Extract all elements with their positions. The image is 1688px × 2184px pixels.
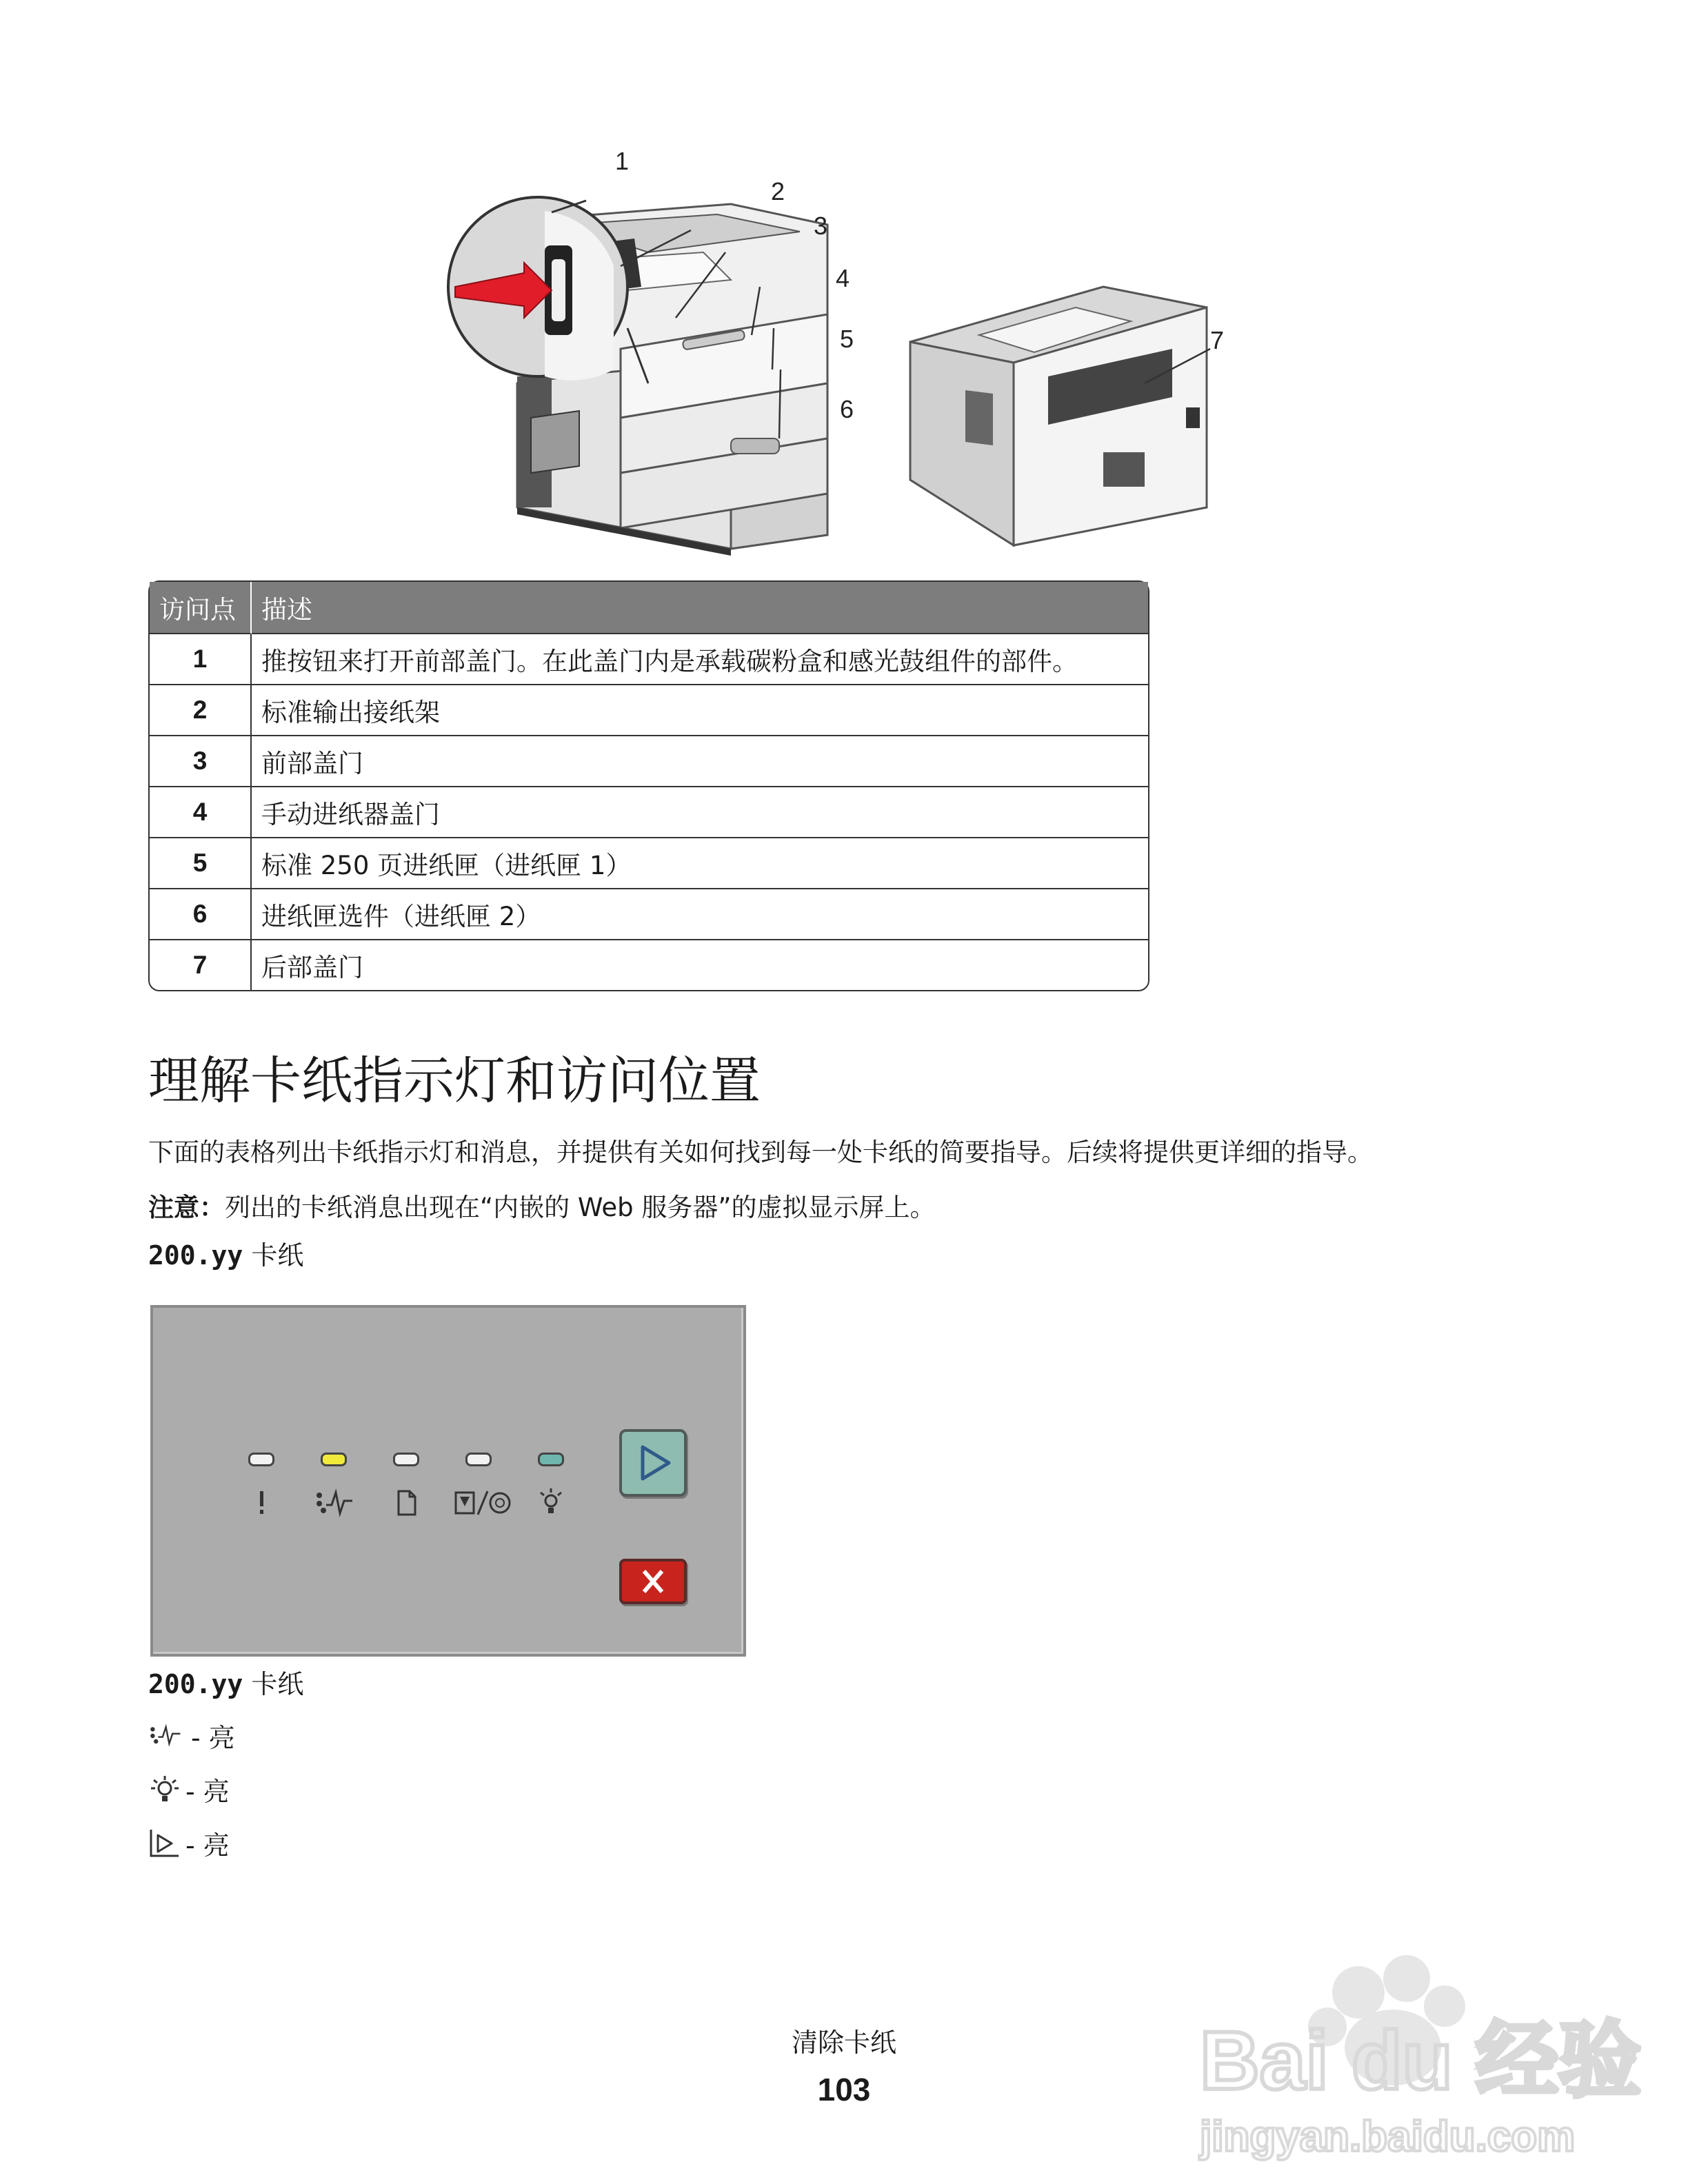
footer-chapter-title: 清除卡纸 [791, 2028, 896, 2058]
stop-cancel-button[interactable] [619, 1559, 687, 1604]
legend-item-ready [148, 1770, 230, 1808]
intro-paragraph: 下面的表格列出卡纸指示灯和消息，并提供有关如何找到每一处卡纸的简要指导。后续将提供更详细的指导。 [148, 1138, 1373, 1167]
column-header-description: 描述 [252, 582, 1148, 634]
jam-heading-top [148, 1234, 303, 1272]
play-icon [622, 1432, 684, 1494]
load-paper-icon [382, 1487, 430, 1517]
note-label: 注意： [148, 1193, 225, 1222]
jam-label: 卡纸 [251, 1240, 304, 1271]
error-led [248, 1453, 274, 1466]
access-point-number: 1 [150, 634, 252, 684]
paper-jam-led [321, 1453, 347, 1466]
access-point-number: 3 [150, 735, 252, 786]
callout-1: 1 [615, 147, 630, 175]
continue-icon [148, 1828, 181, 1859]
exclamation-icon [237, 1487, 285, 1517]
callout-7: 7 [1210, 326, 1225, 354]
ready-light-icon [148, 1775, 181, 1805]
legend-item-continue [148, 1824, 230, 1862]
table-row [150, 684, 1148, 735]
ready-led [538, 1453, 564, 1466]
continue-button[interactable] [619, 1429, 687, 1497]
access-point-number: 6 [150, 888, 252, 939]
callout-4: 4 [836, 264, 850, 292]
access-point-number: 2 [150, 684, 252, 735]
baidu-watermark [1186, 1930, 1642, 2165]
section-title: 理解卡纸指示灯和访问位置 [148, 1051, 761, 1111]
callout-3: 3 [814, 212, 828, 240]
toner-drum-icon [448, 1487, 516, 1517]
load-paper-led [393, 1453, 419, 1466]
watermark-url: jingyan.baidu.com [1200, 2113, 1576, 2161]
access-point-description: 进纸匣选件（进纸匣 2） [252, 888, 1148, 939]
legend-text: - 亮 [185, 1777, 230, 1807]
table-row [150, 888, 1148, 939]
paper-jam-icon [148, 1721, 187, 1751]
access-point-description: 标准输出接纸架 [252, 684, 1148, 735]
legend-item-paper-jam [148, 1717, 235, 1755]
access-points-table [148, 580, 1149, 991]
access-point-description: 标准 250 页进纸匣（进纸匣 1） [252, 837, 1148, 888]
access-point-description: 手动进纸器盖门 [252, 786, 1148, 837]
printer-access-points-illustration [441, 149, 1255, 556]
rear-printer-drawing [910, 287, 1207, 545]
table-row [150, 939, 1148, 990]
toner-drum-led [465, 1453, 492, 1466]
table-row [150, 837, 1148, 888]
ready-light-icon [527, 1487, 575, 1517]
watermark-brand: Bai du 经验 [1200, 2014, 1642, 2107]
access-point-description: 前部盖门 [252, 735, 1148, 786]
callout-2: 2 [771, 177, 785, 205]
access-point-description: 推按钮来打开前部盖门。在此盖门内是承载碳粉盒和感光鼓组件的部件。 [261, 647, 1078, 676]
callout-6: 6 [840, 395, 854, 423]
legend-text: - 亮 [185, 1830, 230, 1861]
table-header-row [150, 582, 1148, 634]
callout-5: 5 [840, 325, 854, 353]
page-number: 103 [817, 2072, 871, 2107]
column-header-access-point: 访问点 [150, 582, 252, 634]
access-point-number: 7 [150, 939, 252, 990]
printer-control-panel [150, 1305, 746, 1657]
paper-jam-icon [310, 1487, 358, 1517]
note-paragraph [148, 1193, 936, 1223]
legend-text: - 亮 [191, 1723, 235, 1753]
access-point-number: 5 [150, 837, 252, 888]
close-icon [622, 1561, 684, 1601]
table-row [150, 634, 1148, 684]
table-row [150, 735, 1148, 786]
access-point-number: 4 [150, 786, 252, 837]
note-text: 列出的卡纸消息出现在“内嵌的 Web 服务器”的虚拟显示屏上。 [225, 1193, 936, 1222]
access-point-description: 后部盖门 [252, 939, 1148, 990]
jam-label: 卡纸 [251, 1669, 304, 1699]
jam-code: 200.yy [148, 1669, 243, 1699]
jam-code: 200.yy [148, 1240, 243, 1271]
table-row [150, 786, 1148, 837]
jam-heading-bottom [148, 1663, 303, 1701]
